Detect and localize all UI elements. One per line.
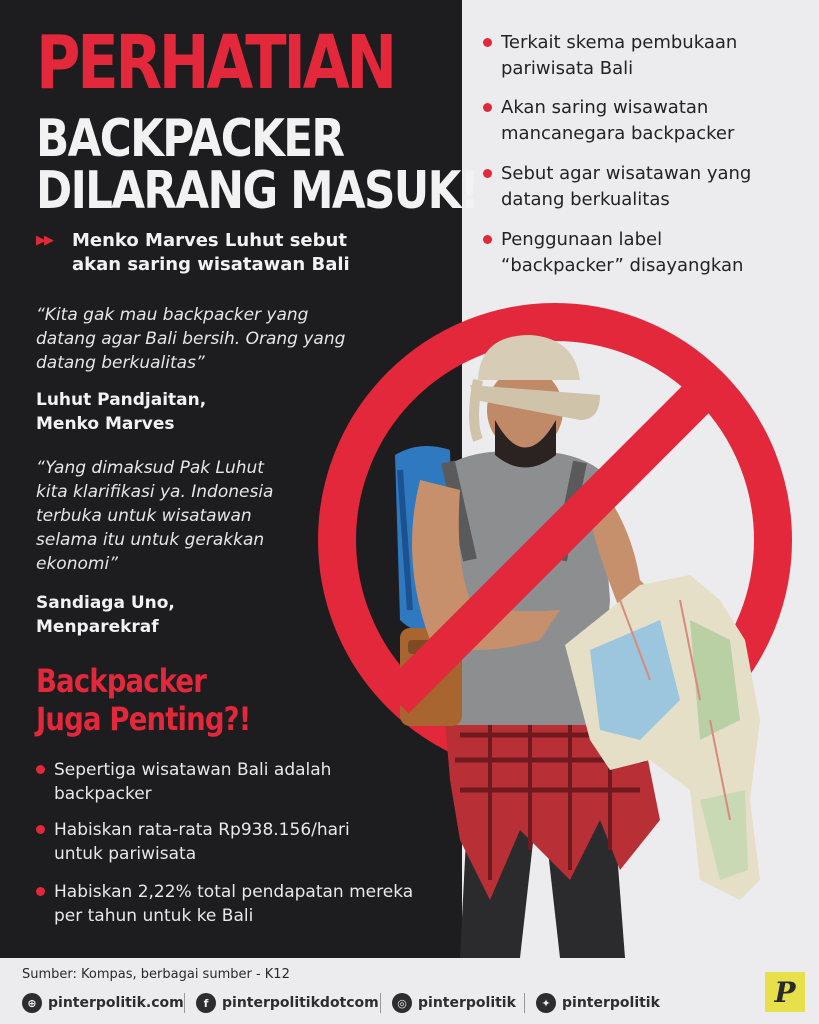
social-website[interactable] bbox=[22, 990, 184, 1016]
subheadline: Menko Marves Luhut sebut akan saring wisatawan Bali bbox=[72, 230, 350, 275]
right-bullet-text: Terkait skema pembukaan pariwisata Bali bbox=[501, 32, 738, 79]
social-facebook-label: pinterpolitikdotcom bbox=[222, 995, 379, 1011]
right-bullet-text: Akan saring wisawatan mancanegara backpacker bbox=[501, 97, 735, 144]
bullet-dot-icon bbox=[36, 765, 45, 774]
right-bullet bbox=[483, 227, 783, 279]
bullet-dot-icon bbox=[36, 825, 45, 834]
right-bullet bbox=[483, 95, 773, 147]
instagram-icon: ◎ bbox=[392, 993, 412, 1013]
left-bullet bbox=[36, 818, 386, 866]
twitter-icon: ✦ bbox=[536, 993, 556, 1013]
headline-dilarang-masuk: DILARANG MASUK! bbox=[36, 161, 478, 221]
double-arrow-icon: ▶▶ bbox=[36, 233, 52, 248]
left-bullet-text: Habiskan 2,22% total pendapatan mereka per tahun untuk ke Bali bbox=[54, 882, 414, 926]
left-bullet-text: Sepertiga wisatawan Bali adalah backpacker bbox=[54, 760, 332, 804]
bullet-dot-icon bbox=[483, 103, 492, 112]
headline-backpacker: BACKPACKER bbox=[36, 109, 344, 169]
pinterpolitik-logo: P bbox=[765, 972, 805, 1012]
section-title bbox=[36, 662, 250, 738]
quote-sandiaga: “Yang dimaksud Pak Luhut kita klarifikasi ya. Indonesia terbuka untuk wisatawan selama itu untuk gerakkan ekonomi” bbox=[36, 458, 274, 574]
facebook-icon: f bbox=[196, 993, 216, 1013]
right-bullet bbox=[483, 30, 773, 82]
quote-luhut-role: Menko Marves bbox=[36, 414, 175, 434]
section-title-line2: Juga Penting?! bbox=[36, 700, 251, 738]
quote-luhut-speaker: Luhut Pandjaitan, bbox=[36, 390, 207, 410]
social-instagram[interactable] bbox=[392, 990, 516, 1016]
headline-perhatian: PERHATIAN bbox=[36, 20, 394, 106]
bullet-dot-icon bbox=[483, 235, 492, 244]
bullet-dot-icon bbox=[36, 887, 45, 896]
divider bbox=[524, 993, 525, 1013]
bullet-dot-icon bbox=[483, 169, 492, 178]
social-facebook[interactable] bbox=[196, 990, 379, 1016]
social-website-label: pinterpolitik.com bbox=[48, 995, 184, 1011]
left-bullet bbox=[36, 880, 436, 928]
left-bullet bbox=[36, 758, 336, 806]
globe-icon: ⊕ bbox=[22, 993, 42, 1013]
quote-sandiaga-role: Menparekraf bbox=[36, 617, 159, 637]
social-instagram-label: pinterpolitik bbox=[418, 995, 516, 1011]
bullet-dot-icon bbox=[483, 38, 492, 47]
quote-sandiaga-speaker: Sandiaga Uno, bbox=[36, 593, 175, 613]
right-bullet-text: Penggunaan label “backpacker” disayangkan bbox=[501, 229, 744, 276]
left-bullet-text: Habiskan rata-rata Rp938.156/hari untuk pariwisata bbox=[54, 820, 350, 864]
right-bullet bbox=[483, 161, 783, 213]
social-twitter-label: pinterpolitik bbox=[562, 995, 660, 1011]
right-bullet-text: Sebut agar wisatawan yang datang berkualitas bbox=[501, 163, 752, 210]
source-credit: Sumber: Kompas, berbagai sumber - K12 bbox=[22, 967, 290, 982]
divider bbox=[184, 993, 185, 1013]
section-title-line1: Backpacker bbox=[36, 662, 206, 700]
social-twitter[interactable] bbox=[536, 990, 660, 1016]
quote-luhut: “Kita gak mau backpacker yang datang agar Bali bersih. Orang yang datang berkualitas” bbox=[36, 305, 346, 373]
divider bbox=[380, 993, 381, 1013]
